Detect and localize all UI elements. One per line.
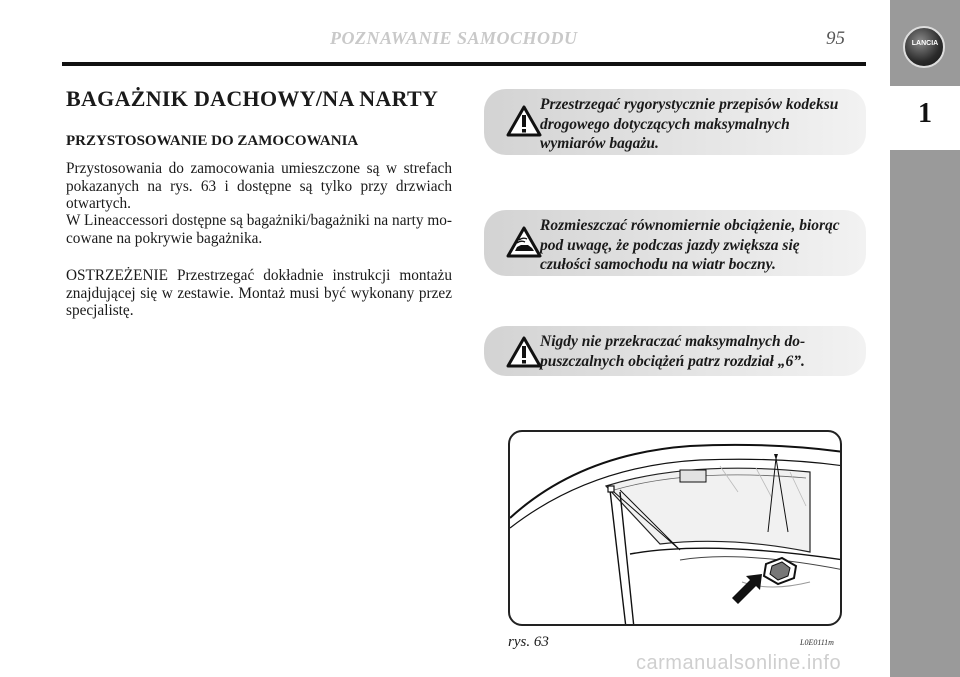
- warning-box-dimensions: [484, 89, 866, 155]
- paragraph-lineaccessori: W Lineaccessori dostępne są bagażniki/bagażniki na narty mocowane na pokrywie bagażnika.: [66, 212, 452, 247]
- figure-code: L0E0111m: [800, 638, 834, 647]
- page-number: 95: [826, 28, 845, 49]
- figure-roof-rack-attachment: [508, 430, 842, 626]
- lancia-logo-icon: [903, 26, 945, 68]
- warning-triangle-icon: [506, 336, 542, 368]
- header-rule: [62, 62, 866, 66]
- header-title: POZNAWANIE SAMOCHODU: [330, 28, 578, 48]
- watermark: carmanualsonline.info: [636, 652, 842, 674]
- crosswind-warning-icon: [506, 226, 542, 258]
- warning-text: Przestrzegać rygorystycznie przepisów kodeksu drogowego dotyczących maksymalnych wymiarów bagażu.: [540, 96, 839, 152]
- section-title: BAGAŻNIK DACHOWY/NA NARTY: [66, 86, 439, 111]
- chapter-box: [890, 86, 960, 150]
- subsection-title: PRZYSTOSOWANIE DO ZAMOCOWANIA: [66, 133, 359, 149]
- warning-box-load-distribution: [484, 210, 866, 276]
- warning-box-max-load: [484, 326, 866, 376]
- paragraph-warning-note: OSTRZEŻENIE Przestrzegać dokładnie instrukcji montażu znajdującej się w zestawie. Montaż musi być wykonany przez specjalistę.: [66, 267, 452, 319]
- figure-caption: rys. 63: [508, 634, 549, 650]
- roof-attachment-illustration: [510, 432, 842, 626]
- warning-text: Rozmieszczać równomiernie obciążenie, biorąc pod uwagę, że podczas jazdy zwiększa się czułości samochodu na wiatr boczny.: [540, 217, 840, 273]
- warning-triangle-icon: [506, 105, 542, 137]
- paragraph-attachment-points: Przystosowania do zamocowania umieszczone są w strefach pokazanych na rys. 63 i dostępne są tylko przy drzwiach otwartych.: [66, 160, 452, 212]
- chapter-number: 1: [918, 98, 932, 129]
- warning-text: Nigdy nie przekraczać maksymalnych dopuszczalnych obciążeń patrz rozdział „6”.: [540, 333, 806, 370]
- logo-text: LANCIA: [911, 40, 939, 47]
